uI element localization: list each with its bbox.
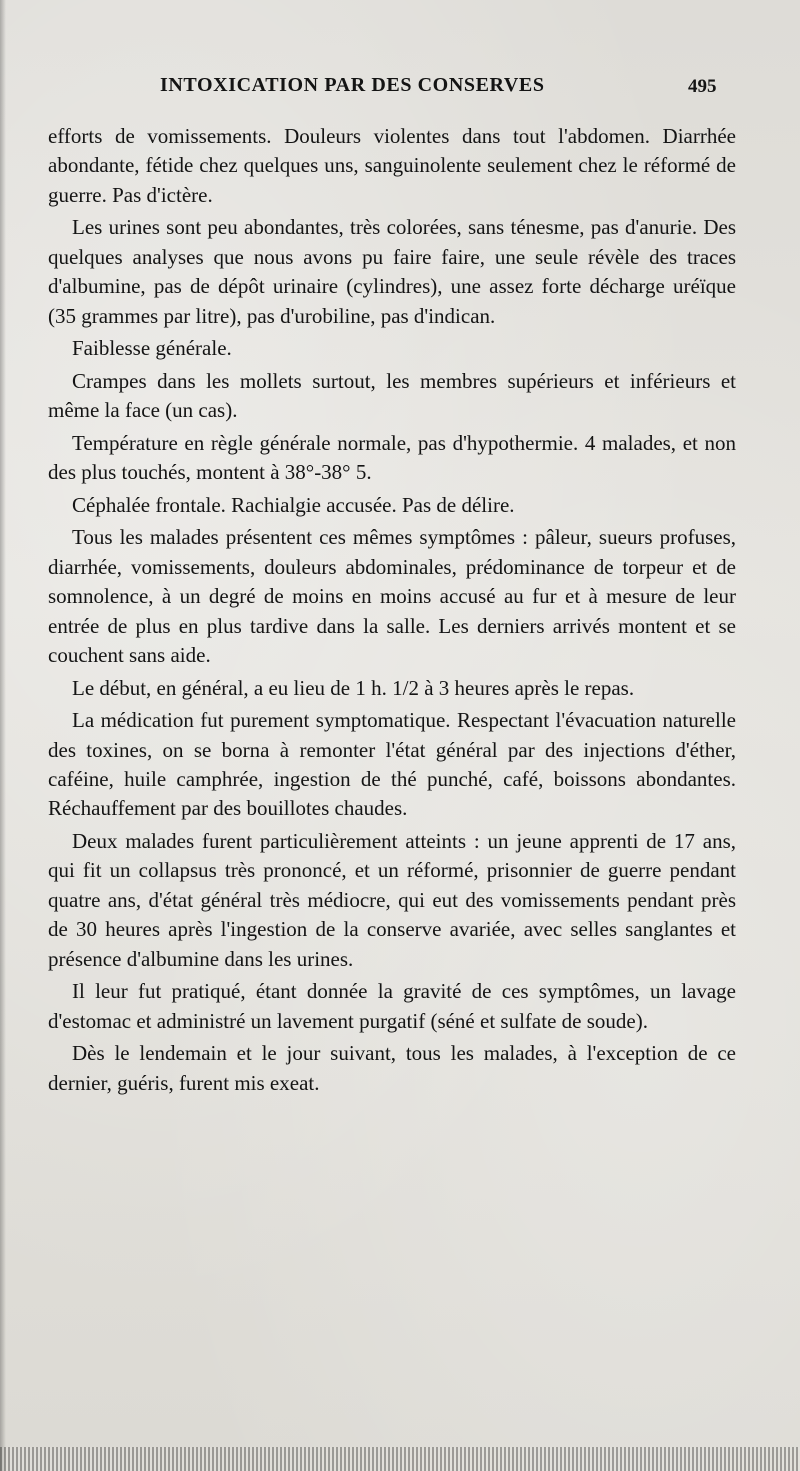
paragraph-symptomes: Tous les malades présentent ces mêmes symptômes : pâleur, sueurs profuses, diarrhée, vomissements, douleurs abdominales, prédominance de torpeur et de somnolence, à un degré de moins en moins accusé au fur et à mesure de leur entrée de plus en plus tardive dans la salle. Les derniers arrivés montent et se couchent sans aide. [48,525,736,668]
paragraph-lendemain: Dès le lendemain et le jour suivant, tous les malades, à l'exception de ce dernier, guéris, furent mis exeat. [48,1041,736,1095]
paragraph-urines: Les urines sont peu abondantes, très colorées, sans ténesme, pas d'anurie. Des quelques analyses que nous avons pu faire faire, une seule révèle des traces d'albumine, pas de dépôt urinaire (cylindres), une assez forte décharge uréïque (35 grammes par litre), pas d'urobiline, pas d'indican. [48,215,736,328]
paragraph-cephalee: Céphalée frontale. Rachialgie accusée. Pas de délire. [72,492,515,517]
body-text [48,122,736,1101]
page-number: 495 [688,76,717,97]
running-title: INTOXICATION PAR DES CONSERVES [160,74,545,96]
paragraph-medication: La médication fut purement symptomatique. Respectant l'évacuation naturelle des toxines, on se borna à remonter l'état général par des injections d'éther, caféine, huile camphrée, ingestion de thé punché, café, boissons abondantes. Réchauffement par des bouillotes chaudes. [48,708,736,821]
page-edge-shadow [0,0,6,1471]
paragraph-faiblesse: Faiblesse générale. [72,336,232,361]
page-header [0,74,800,104]
paragraph-crampes: Crampes dans les mollets surtout, les membres supérieurs et inférieurs et même la face (un cas). [48,368,736,423]
paragraph-debut: Le début, en général, a eu lieu de 1 h. 1/2 à 3 heures après le repas. [72,675,635,700]
paragraph-temperature: Température en règle générale normale, pas d'hypothermie. 4 malades, et non des plus touchés, montent à 38°-38° 5. [48,430,736,485]
paragraph-lavage: Il leur fut pratiqué, étant donnée la gravité de ces symptômes, un lavage d'estomac et administré un lavement purgatif (séné et sulfate de soude). [48,979,736,1033]
paragraph-deux-malades: Deux malades furent particulièrement atteints : un jeune apprenti de 17 ans, qui fit un collapsus très prononcé, et un réformé, prisonnier de guerre pendant quatre ans, d'état général très médiocre, qui eut des vomissements pendant près de 30 heures après l'ingestion de la conserve avariée, avec selles sanglantes et présence d'albumine dans les urines. [48,829,736,971]
paragraph-continuation: efforts de vomissements. Douleurs violentes dans tout l'abdomen. Diarrhée abondante, fétide chez quelques uns, sanguinolente seulement chez le réformé de guerre. Pas d'ictère. [48,124,736,207]
page-bottom-edge [0,1447,800,1471]
